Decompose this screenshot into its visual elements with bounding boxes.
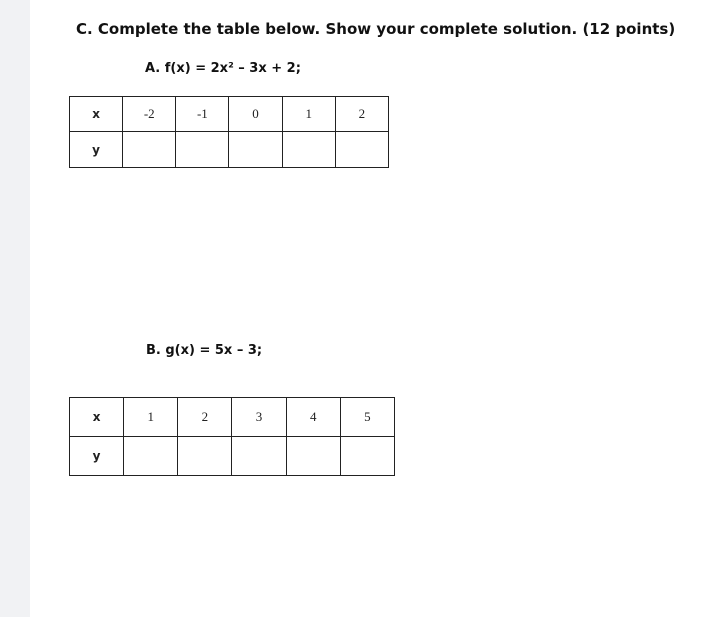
row-label-x: x xyxy=(70,398,124,437)
x-value-cell: 0 xyxy=(229,97,282,132)
x-value-cell: 1 xyxy=(282,97,335,132)
y-answer-cell[interactable] xyxy=(123,132,176,168)
x-value-cell: 2 xyxy=(335,97,388,132)
y-answer-cell[interactable] xyxy=(335,132,388,168)
equation-b: B. g(x) = 5x – 3; xyxy=(146,343,263,358)
value-table-b xyxy=(69,397,395,476)
value-table-a xyxy=(69,96,389,168)
x-value-cell: -2 xyxy=(123,97,176,132)
x-value-cell: -1 xyxy=(176,97,229,132)
table-row-x xyxy=(70,97,389,132)
equation-a: A. f(x) = 2x² – 3x + 2; xyxy=(145,61,301,76)
table-row-y xyxy=(70,132,389,168)
table-row-x xyxy=(70,398,395,437)
y-answer-cell[interactable] xyxy=(282,132,335,168)
x-value-cell: 1 xyxy=(124,398,178,437)
table-row-y xyxy=(70,437,395,476)
y-answer-cell[interactable] xyxy=(340,437,394,476)
x-value-cell: 4 xyxy=(286,398,340,437)
y-answer-cell[interactable] xyxy=(232,437,286,476)
row-label-y: y xyxy=(70,132,123,168)
row-label-y: y xyxy=(70,437,124,476)
worksheet-page xyxy=(30,0,720,617)
y-answer-cell[interactable] xyxy=(178,437,232,476)
y-answer-cell[interactable] xyxy=(176,132,229,168)
section-heading: C. Complete the table below. Show your complete solution. (12 points) xyxy=(76,20,676,38)
x-value-cell: 3 xyxy=(232,398,286,437)
y-answer-cell[interactable] xyxy=(124,437,178,476)
row-label-x: x xyxy=(70,97,123,132)
y-answer-cell[interactable] xyxy=(229,132,282,168)
y-answer-cell[interactable] xyxy=(286,437,340,476)
x-value-cell: 5 xyxy=(340,398,394,437)
x-value-cell: 2 xyxy=(178,398,232,437)
